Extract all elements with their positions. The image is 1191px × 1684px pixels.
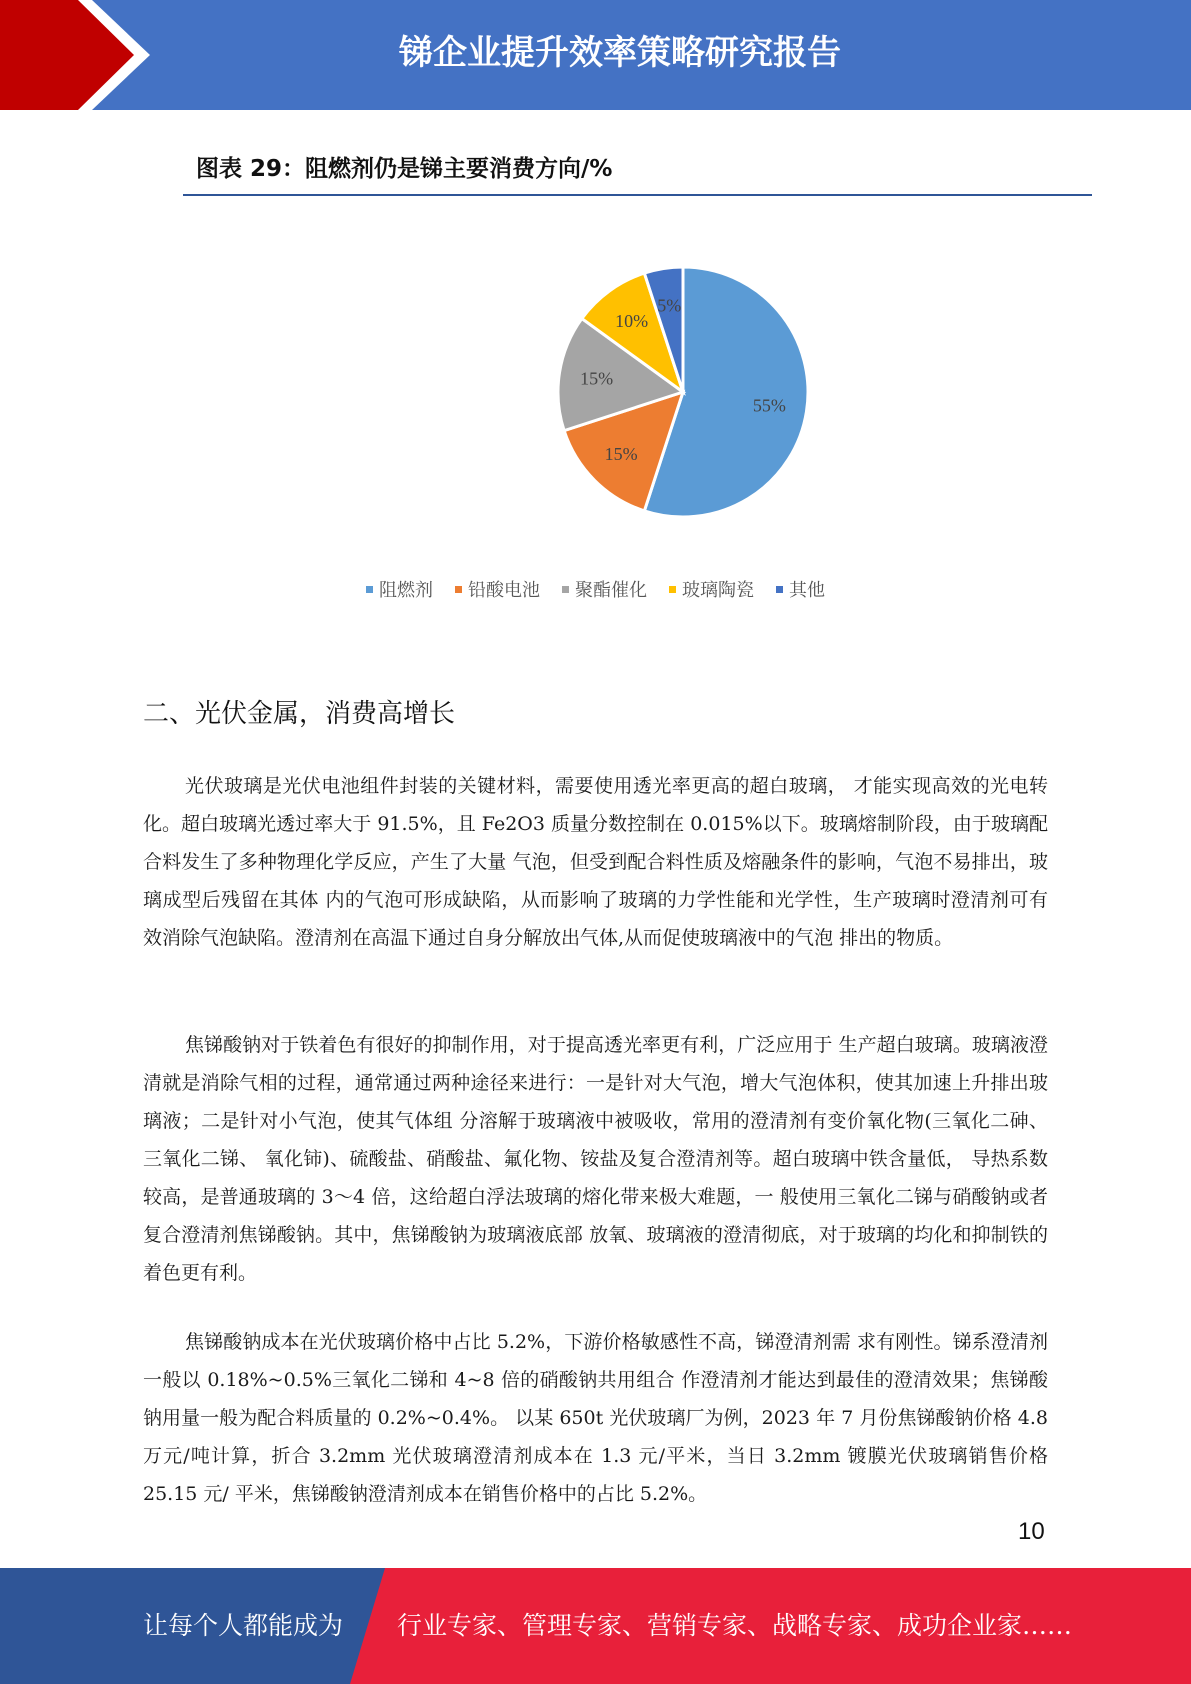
paragraph-1: 光伏玻璃是光伏电池组件封装的关键材料，需要使用透光率更高的超白玻璃， 才能实现高效的光电转化。超白玻璃光透过率大于 91.5%，且 Fe2O3 质量分数控制在 0.015%以下。玻璃熔制阶段，由于玻璃配合料发生了多种物理化学反应，产生了大量 气泡，但受到配合料性质及熔融条件的影响，气泡不易排出，玻璃成型后残留在其体 内的气泡可形成缺陷，从而影响了玻璃的力学性能和光学性，生产玻璃时澄清剂可有 效消除气泡缺陷。澄清剂在高温下通过自身分解放出气体,从而促使玻璃液中的气泡 排出的物质。 [143,775,1048,949]
page-number: 10 [1018,1518,1045,1545]
legend-item-1 [455,576,540,602]
header-chevron-icon [0,0,160,110]
pie-label-2: 15% [580,368,614,389]
pie-label-0: 55% [752,395,786,416]
legend-swatch-icon [776,586,783,593]
legend-item-3 [669,576,754,602]
legend-swatch-icon [562,586,569,593]
paragraph-3: 焦锑酸钠成本在光伏玻璃价格中占比 5.2%，下游价格敏感性不高，锑澄清剂需 求有刚性。锑系澄清剂一般以 0.18%~0.5%三氧化二锑和 4~8 倍的硝酸钠共用组合 作澄清剂才能达到最佳的澄清效果；焦锑酸钠用量一般为配合料质量的 0.2%~0.4%。 以某 650t 光伏玻璃厂为例，2023 年 7 月份焦锑酸钠价格 4.8 万元/吨计算，折合 3.2mm 光伏玻璃澄清剂成本在 1.3 元/平米，当日 3.2mm 镀膜光伏玻璃销售价格 25.15 元/ 平米，焦锑酸钠澄清剂成本在销售价格中的占比 5.2%。 [143,1331,1048,1505]
caption-divider [183,194,1092,196]
pie-label-3: 10% [615,311,649,332]
legend-label: 其他 [789,580,825,601]
legend-swatch-icon [366,586,373,593]
report-title: 锑企业提升效率策略研究报告 [399,33,841,73]
paragraph-2: 焦锑酸钠对于铁着色有很好的抑制作用，对于提高透光率更有利，广泛应用于 生产超白玻璃。玻璃液澄清就是消除气相的过程，通常通过两种途径来进行：一是针对大气泡，增大气泡体积，使其加速上升排出玻璃液；二是针对小气泡，使其气体组 分溶解于玻璃液中被吸收，常用的澄清剂有变价氧化物(三氧化二砷、三氧化二锑、 氧化铈)、硫酸盐、硝酸盐、氟化物、铵盐及复合澄清剂等。超白玻璃中铁含量低， 导热系数较高，是普通玻璃的 3～4 倍，这给超白浮法玻璃的熔化带来极大难题，一 般使用三氧化二锑与硝酸钠或者复合澄清剂焦锑酸钠。其中，焦锑酸钠为玻璃液底部 放氧、玻璃液的澄清彻底，对于玻璃的均化和抑制铁的着色更有利。 [143,1034,1048,1284]
legend-label: 聚酯催化 [575,580,647,601]
legend-swatch-icon [455,586,462,593]
pie-label-1: 15% [604,443,638,464]
page-footer [0,1568,1191,1684]
legend-label: 玻璃陶瓷 [682,580,754,601]
footer-slogan-left: 让每个人都能成为 [143,1611,344,1640]
footer-slogan-right: 行业专家、管理专家、营销专家、战略专家、成功企业家…… [397,1611,1073,1640]
legend-item-4 [776,576,825,602]
pie-chart [520,250,820,530]
page-header [0,0,1191,110]
legend-item-0 [366,576,433,602]
pie-label-4: 5% [657,295,682,316]
legend-item-2 [562,576,647,602]
legend-swatch-icon [669,586,676,593]
chart-legend [0,576,1191,602]
figure-caption: 图表 29：阻燃剂仍是锑主要消费方向/% [196,156,613,182]
legend-label: 阻燃剂 [379,580,433,601]
section-heading: 二、光伏金属，消费高增长 [143,699,456,729]
legend-label: 铅酸电池 [468,580,540,601]
